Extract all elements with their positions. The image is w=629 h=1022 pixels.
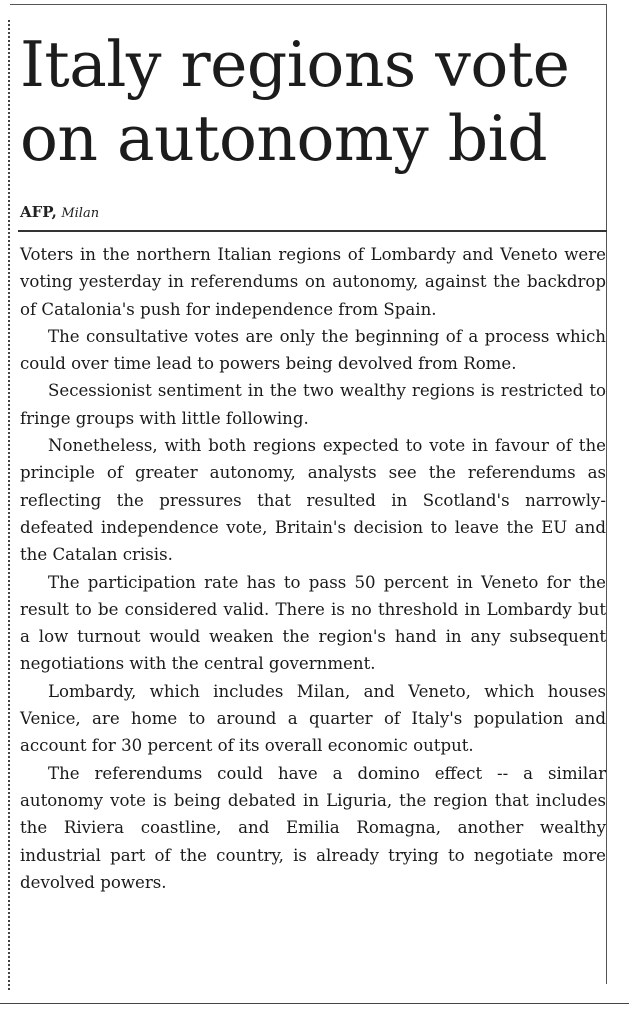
article-paragraph: Secessionist sentiment in the two wealthy regions is restricted to fringe groups with little following. <box>20 381 606 428</box>
article-paragraph: Lombardy, which includes Milan, and Veneto, which houses Venice, are home to around a quarter of Italy's population and account for 30 percent of its overall economic output. <box>20 681 606 756</box>
byline-rule <box>18 230 607 232</box>
top-border <box>10 4 607 5</box>
bottom-border <box>0 1003 629 1004</box>
article-paragraph: Nonetheless, with both regions expected to vote in favour of the principle of greater autonomy, analysts see the referendums as reflecting the pressures that resulted in Scotland's narrowly-defeated independence vote, Britain's decision to leave the EU and the Catalan crisis. <box>20 436 606 565</box>
article-paragraph: Voters in the northern Italian regions of Lombardy and Veneto were voting yesterday in referendums on autonomy, against the backdrop of Catalonia's push for independence from Spain. <box>20 245 606 319</box>
article-headline: Italy regions vote on autonomy bid <box>20 28 570 175</box>
article-paragraph: The referendums could have a domino effect -- a similar autonomy vote is being debated in Liguria, the region that includes the Riviera coastline, and Emilia Romagna, another wealthy industrial part of the country, is already trying to negotiate more devolved powers. <box>20 763 606 892</box>
byline-dateline: Milan <box>61 206 100 221</box>
article-body <box>20 241 606 896</box>
article-paragraph: The participation rate has to pass 50 percent in Veneto for the result to be considered valid. There is no threshold in Lombardy but a low turnout would weaken the region's hand in any subsequent negotiations with the central government. <box>20 572 606 674</box>
dotted-cut-line <box>8 20 10 990</box>
byline <box>20 203 99 221</box>
article-paragraph: The consultative votes are only the beginning of a process which could over time lead to powers being devolved from Rome. <box>20 326 606 374</box>
byline-agency: AFP, <box>20 203 57 221</box>
